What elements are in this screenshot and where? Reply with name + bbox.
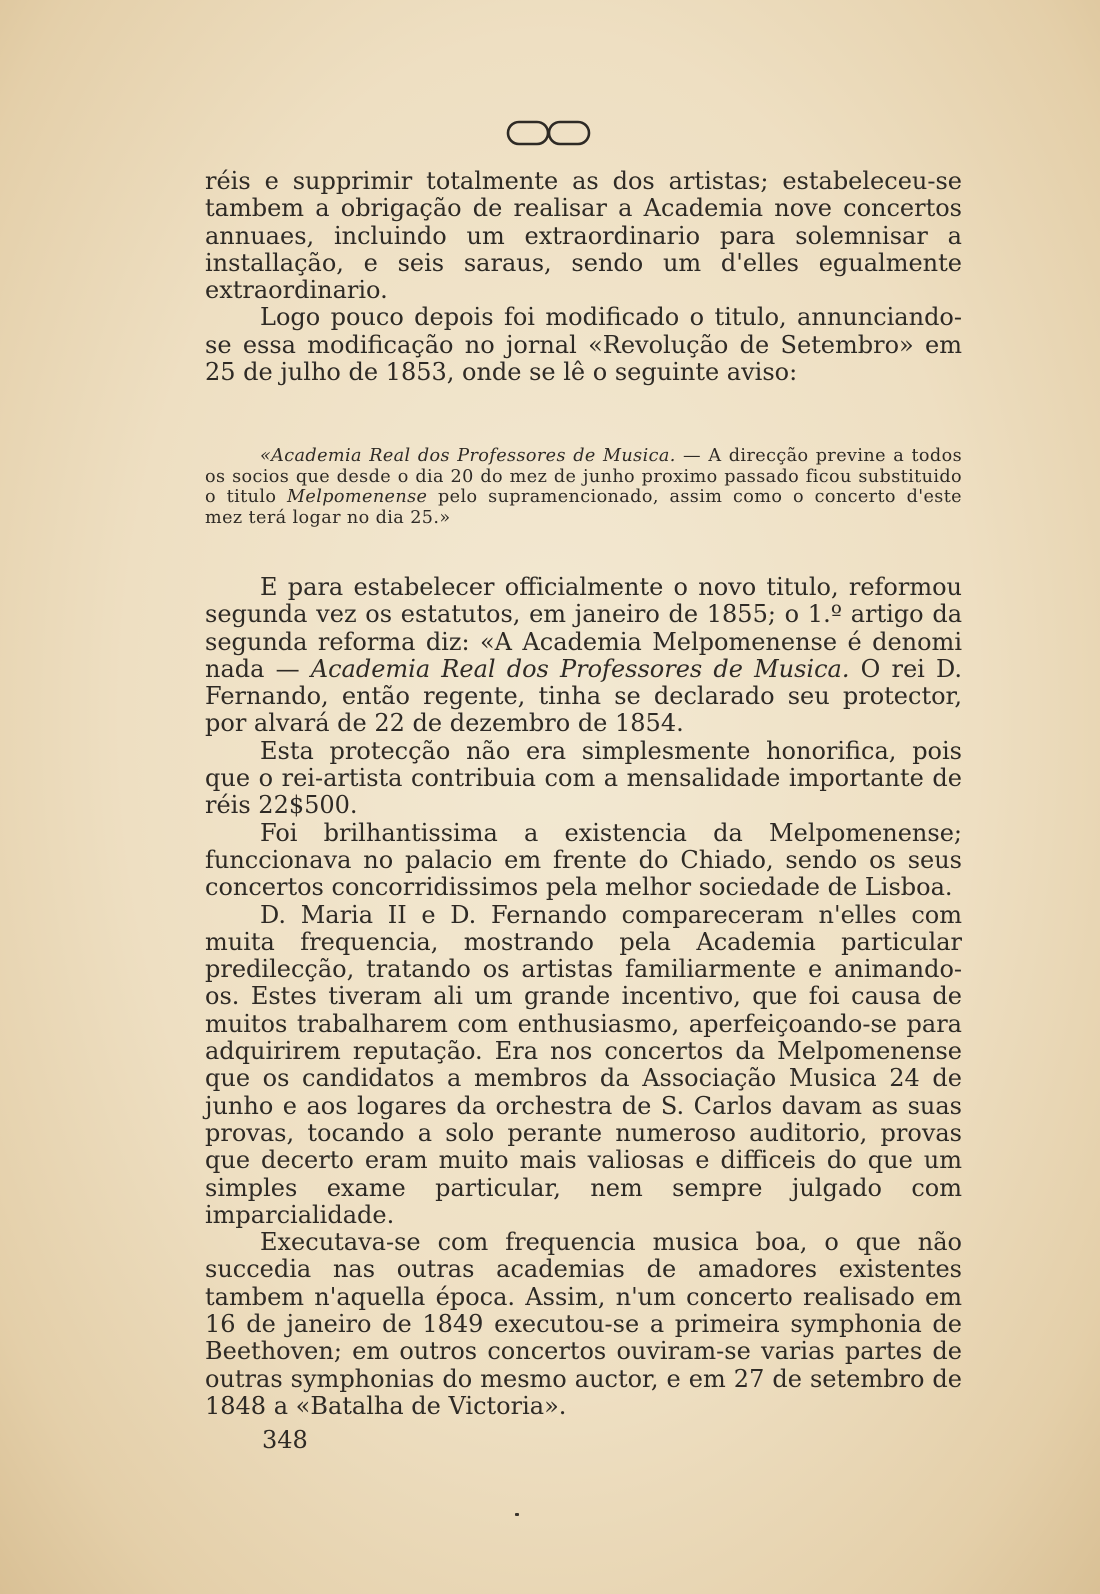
top-text — [205, 168, 962, 386]
para3-italic: Academia Real dos Professores de Musica. — [310, 654, 850, 683]
header-ornament — [0, 116, 1100, 154]
paragraph-good-music: Executava-se com frequencia musica boa, o que não succedia nas outras academias de amadores existentes tambem n'aquella época. Assim, n'um concerto realisado em 16 de janeiro de 1849 executou-se a primeira symphonia de Beethoven; em outros concertos ouviram-se varias partes de outras symphonias do mesmo auctor, e em 27 de setembro de 1848 a «Batalha de Victoria». — [205, 1228, 962, 1420]
paragraph-continuation: réis e supprimir totalmente as dos artistas; estabeleceu-se tambem a obrigação de realisar a Academia nove concertos annuaes, incluindo um extraordinario para solemnisar a installação, e seis saraus, sendo um d'elles egualmente extraordinario. — [205, 167, 962, 305]
para3-text-a: E para estabelecer officialmente o novo titulo, reformou segunda vez os estatutos, em janeiro de 1855; o 1.º artigo da segunda reforma diz: «A Academia Melpomenense é denomi nada — — [205, 573, 962, 683]
main-text — [205, 574, 962, 1420]
newspaper-quote — [205, 446, 962, 528]
double-loop-ornament-icon — [505, 116, 595, 150]
paragraph-existence: Foi brilhantissima a existencia da Melpomenense; funccionava no palacio em frente do Chiado, sendo os seus concertos concorridissimos pela melhor sociedade de Lisboa. — [205, 818, 962, 902]
quote-italic-lead: «Academia Real dos Professores de Musica. — [260, 446, 676, 466]
paragraph-statutes — [205, 574, 962, 738]
paragraph-royal-visits: D. Maria II e D. Fernando compareceram n'elles com muita frequencia, mostrando pela Academia particular predilecção, tratando os artistas familiarmente e animando-os. Estes tiveram ali um grande incentivo, que foi causa de muitos trabalharem com enthusiasmo, aperfeiçoando-se para adquirirem reputação. Era nos concertos da Melpomenense que os candidatos a membros da Associação Musica 24 de junho e aos logares da orchestra de S. Carlos davam as suas provas, tocando a solo perante numeroso auditorio, provas que decerto eram muito mais valiosas e difficeis do que um simples exame particular, nem sempre julgado com imparcialidade. — [205, 900, 962, 1229]
paragraph-protection: Esta protecção não era simplesmente honorifica, pois que o rei-artista contribuia com a mensalidade importante de réis 22$500. — [205, 736, 962, 820]
paragraph-title-change: Logo pouco depois foi modificado o titulo, annunciando-se essa modificação no jornal «Revolução de Setembro» em 25 de julho de 1853, onde se lê o seguinte aviso: — [205, 303, 962, 387]
page-number: 348 — [262, 1426, 308, 1454]
quote-text-a: — A direcção previne a todos os socios que desde o dia 20 do mez de junho proximo passado ficou substituido o titulo — [205, 446, 963, 508]
print-speck — [515, 1513, 519, 1516]
quote-text-b: pelo supramencionado, assim como o concerto d'este mez terá logar no dia 25.» — [205, 487, 962, 528]
para3-text-b: O rei D. Fernando, então regente, tinha se declarado seu protector, por alvará de 22 de dezembro de 1854. — [205, 654, 962, 738]
quote-italic-mid: Melpomenense — [287, 487, 428, 508]
quote-paragraph — [205, 446, 962, 528]
